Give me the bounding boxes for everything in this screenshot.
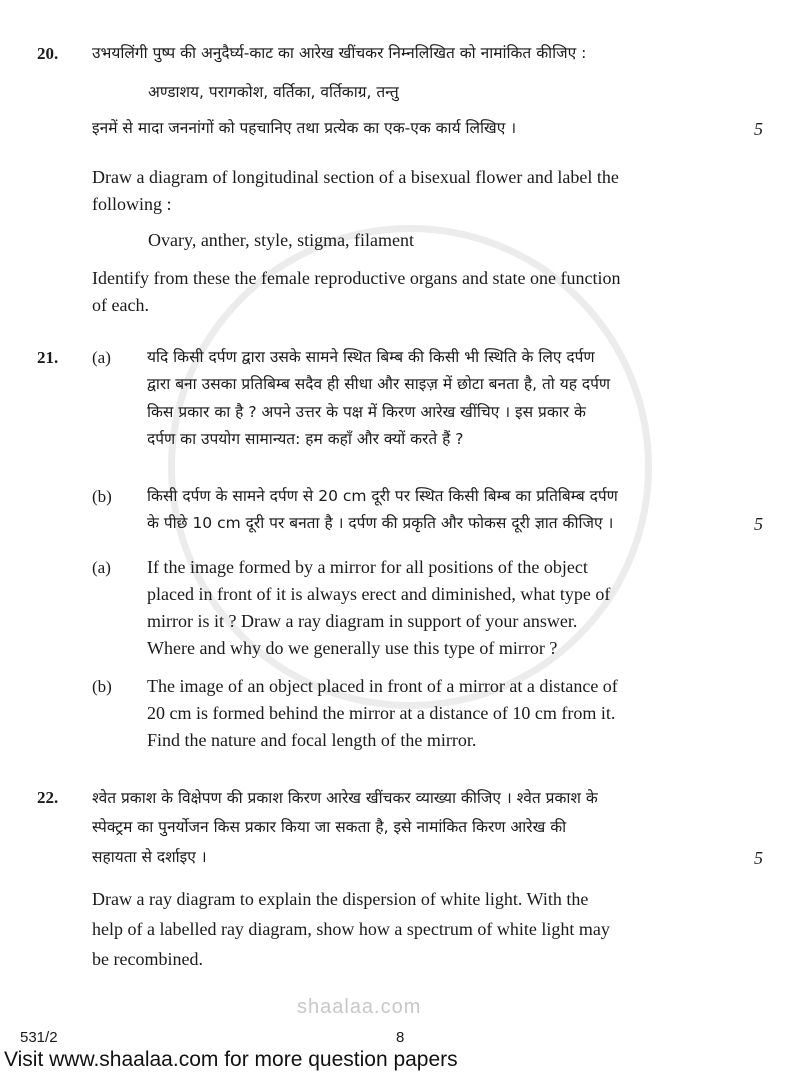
q20-hindi-list: अण्डाशय, परागकोश, वर्तिका, वर्तिकाग्र, तन्तु	[148, 82, 399, 101]
q21-english-a-line: mirror is it ? Draw a ray diagram in support of your answer.	[147, 610, 578, 631]
q21-english-a-line: If the image formed by a mirror for all positions of the object	[147, 556, 588, 577]
paper-code: 531/2	[20, 1029, 58, 1046]
q21-english-a-line: placed in front of it is always erect and diminished, what type of	[147, 583, 611, 604]
q20-hindi-line1: उभयलिंगी पुष्प की अनुदैर्घ्य-काट का आरेख खींचकर निम्नलिखित को नामांकित कीजिए :	[92, 44, 587, 62]
question-22	[37, 784, 763, 975]
question-number-21: 21.	[37, 347, 59, 367]
q21-hindi-part-a-label: (a)	[92, 347, 111, 367]
q21-hindi-a-line: यदि किसी दर्पण द्वारा उसके सामने स्थित बिम्ब की किसी भी स्थिति के लिए दर्पण	[147, 347, 595, 366]
watermark-text: shaalaa.com	[297, 996, 422, 1018]
q21-hindi-a-line: दर्पण का उपयोग सामान्यत: हम कहाँ और क्यों करते हैं ?	[147, 430, 464, 448]
q21-hindi-b-line: किसी दर्पण के सामने दर्पण से 20 cm दूरी पर स्थित किसी बिम्ब का प्रतिबिम्ब दर्पण	[147, 486, 618, 505]
q21-hindi-a-line: किस प्रकार का है ? अपने उत्तर के पक्ष में किरण आरेख खींचिए । इस प्रकार के	[147, 402, 586, 421]
q21-english-b-line: The image of an object placed in front of a mirror at a distance of	[147, 675, 618, 696]
page-footer	[4, 1029, 763, 1072]
q21-hindi-b-line: के पीछे 10 cm दूरी पर बनता है । दर्पण की प्रकृति और फोकस दूरी ज्ञात कीजिए ।	[147, 514, 614, 532]
question-number-22: 22.	[37, 787, 59, 807]
q21-english-b-line: 20 cm is formed behind the mirror at a distance of 10 cm from it.	[147, 702, 616, 723]
q20-marks: 5	[754, 118, 763, 139]
q22-english-line: be recombined.	[92, 949, 203, 969]
q21-english-part-a-label: (a)	[92, 557, 111, 577]
q22-english-line: help of a labelled ray diagram, show how a spectrum of white light may	[92, 919, 610, 939]
q20-english-line3: Identify from these the female reproductive organs and state one function	[92, 267, 621, 288]
q20-english-line4: of each.	[92, 294, 149, 315]
question-20	[37, 40, 763, 319]
q21-english-part-b-label: (b)	[92, 676, 112, 696]
q21-english-b-line: Find the nature and focal length of the mirror.	[147, 729, 477, 750]
q21-hindi-part-b-label: (b)	[92, 486, 112, 506]
q22-english-line: Draw a ray diagram to explain the dispersion of white light. With the	[92, 889, 589, 909]
q20-hindi-line2: इनमें से मादा जननांगों को पहचानिए तथा प्रत्येक का एक-एक कार्य लिखिए ।	[92, 119, 517, 137]
visit-link[interactable]: Visit www.shaalaa.com for more question papers	[4, 1048, 458, 1071]
page-number: 8	[396, 1029, 405, 1046]
q21-english-a-line: Where and why do we generally use this type of mirror ?	[147, 637, 558, 658]
q20-english-line1: Draw a diagram of longitudinal section of a bisexual flower and label the	[92, 166, 619, 187]
q22-hindi-line: श्वेत प्रकाश के विक्षेपण की प्रकाश किरण आरेख खींचकर व्याख्या कीजिए । श्वेत प्रकाश के	[92, 788, 598, 807]
q21-marks: 5	[754, 513, 763, 534]
q22-marks: 5	[754, 848, 763, 868]
question-21	[37, 344, 763, 754]
q20-english-line2: following :	[92, 193, 172, 214]
question-number-20: 20.	[37, 44, 59, 63]
q22-hindi-line: स्पेक्ट्रम का पुनर्योजन किस प्रकार किया जा सकता है, इसे नामांकित किरण आरेख की	[92, 818, 567, 836]
q22-hindi-line: सहायता से दर्शाइए ।	[92, 847, 207, 866]
q21-hindi-a-line: द्वारा बना उसका प्रतिबिम्ब सदैव ही सीधा और साइज़ में छोटा बनता है, तो यह दर्पण	[147, 375, 611, 393]
q20-english-list: Ovary, anther, style, stigma, filament	[148, 229, 415, 250]
